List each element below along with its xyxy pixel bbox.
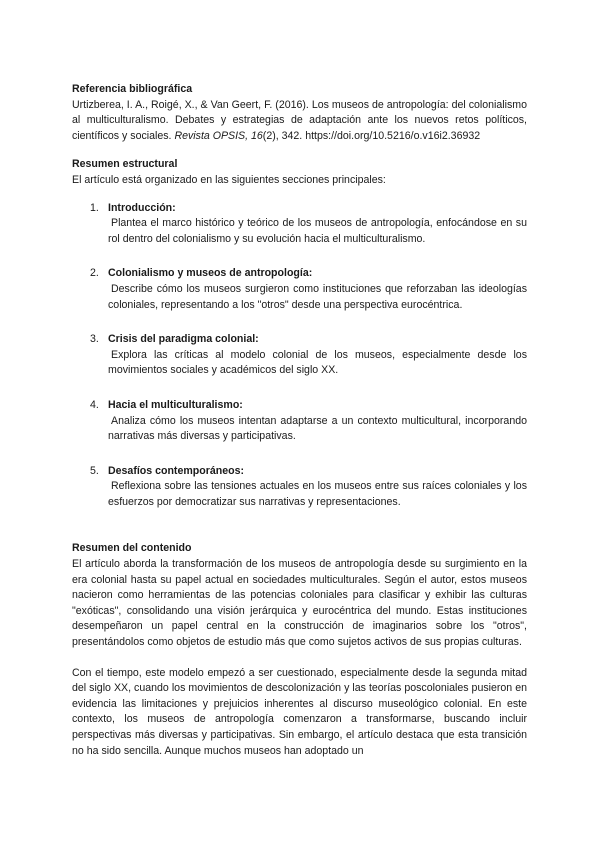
- list-item-description: Describe cómo los museos surgieron como instituciones que reforzaban las ideologías coloniales, representando a los "otros" desde una perspectiva eurocéntrica.: [108, 282, 527, 311]
- reference-section: [72, 82, 527, 144]
- section-list: [72, 201, 527, 511]
- citation-volume: 16: [251, 129, 263, 142]
- list-item: [72, 464, 527, 511]
- list-item: [72, 266, 527, 313]
- list-item-title: Introducción:: [108, 201, 176, 214]
- list-item-title: Colonialismo y museos de antropología:: [108, 267, 313, 280]
- content-paragraph: El artículo aborda la transformación de los museos de antropología desde su surgimiento en la era colonial hasta su papel actual en sociedades multiculturales. Según el autor, estos museos nacieron como herramientas de las potencias coloniales para clasificar y exhibir las culturas "exóticas", consolidando una visión jerárquica y eurocéntrica del mundo. Estas instituciones desempeñaron un papel central en la construcción de imaginarios sobre los "otros", presentándolos como objetos de estudio más que como sujetos activos de sus propias culturas.: [72, 558, 527, 649]
- document-page: [72, 82, 527, 759]
- structure-heading: Resumen estructural: [72, 158, 178, 171]
- reference-heading: Referencia bibliográfica: [72, 83, 193, 95]
- list-item-description: Plantea el marco histórico y teórico de los museos de antropología, enfocándose en su rol dentro del colonialismo y su evolución hacia el multiculturalismo.: [108, 217, 527, 245]
- list-item-number: 5.: [90, 464, 99, 477]
- list-item-number: 2.: [90, 267, 99, 280]
- content-heading: Resumen del contenido: [72, 542, 192, 555]
- content-section: [72, 541, 527, 759]
- content-paragraph: Con el tiempo, este modelo empezó a ser cuestionado, especialmente desde la segunda mitad del siglo XX, cuando los movimientos de descolonización y las teorías poscoloniales pusieron en evidencia las limitaciones y prejuicios inherentes al discurso museológico colonial. En este contexto, los museos de antropología comenzaron a transformarse, buscando incluir perspectivas más diversas y participativas. Sin embargo, el artículo destaca que esta transición no ha sido sencilla. Aunque muchos museos han adoptado un: [72, 666, 527, 757]
- citation-doi: https://doi.org/10.5216/o.v16i2.36932: [305, 129, 481, 142]
- list-item-number: 3.: [90, 333, 99, 346]
- list-item-description: Explora las críticas al modelo colonial de los museos, especialmente desde los movimientos sociales y académicos del siglo XX.: [108, 348, 527, 377]
- list-item-title: Hacia el multiculturalismo:: [108, 398, 243, 411]
- citation-journal: Revista OPSIS,: [174, 129, 249, 142]
- list-item: [72, 201, 527, 248]
- structure-section: [72, 157, 527, 510]
- list-item-number: 1.: [90, 201, 99, 214]
- list-item-title: Desafíos contemporáneos:: [108, 464, 244, 477]
- list-item-description: Analiza cómo los museos intentan adaptarse a un contexto multicultural, incorporando narrativas más diversas y participativas.: [108, 414, 527, 443]
- citation-main: Urtizberea, I. A., Roigé, X., & Van Geert, F. (2016). Los museos de antropología: del colonialismo al multiculturalismo. Debates y estrategias de adaptación ante los nuevos retos políticos, científicos y sociales.: [72, 98, 527, 142]
- list-item: [72, 332, 527, 379]
- list-item: [72, 398, 527, 445]
- list-item-title: Crisis del paradigma colonial:: [108, 333, 259, 346]
- list-item-description: Reflexiona sobre las tensiones actuales en los museos entre sus raíces coloniales y los esfuerzos por democratizar sus narrativas y representaciones.: [108, 480, 527, 508]
- citation-issue-pages: (2), 342.: [262, 129, 303, 142]
- list-item-number: 4.: [90, 398, 99, 411]
- reference-citation: [72, 98, 527, 145]
- structure-intro: El artículo está organizado en las siguientes secciones principales:: [72, 173, 386, 186]
